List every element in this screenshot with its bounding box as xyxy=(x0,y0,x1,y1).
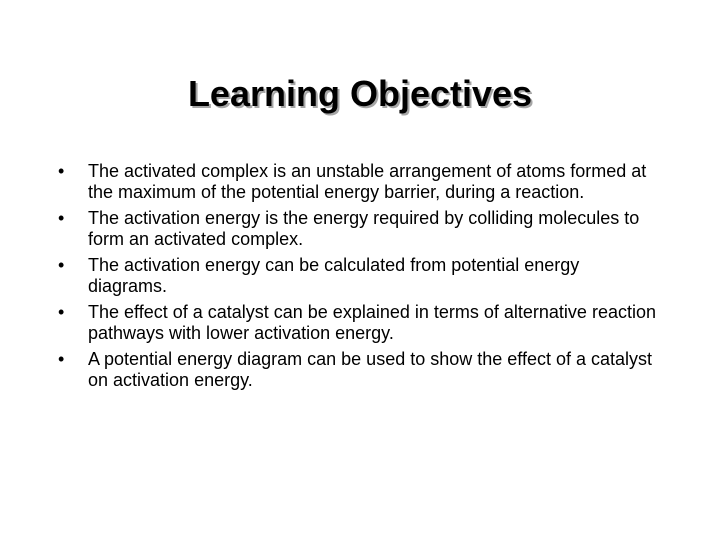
bullet-icon: • xyxy=(58,349,65,369)
bullet-text: The activation energy is the energy required by colliding molecules to form an activated complex. xyxy=(88,208,640,249)
list-item xyxy=(58,302,658,344)
bullet-text: The activated complex is an unstable arrangement of atoms formed at the maximum of the potential energy barrier, during a reaction. xyxy=(88,161,647,202)
list-item xyxy=(58,161,658,203)
bullet-icon: • xyxy=(58,161,65,181)
list-item xyxy=(58,349,658,391)
bullet-text: The effect of a catalyst can be explained in terms of alternative reaction pathways with lower activation energy. xyxy=(88,302,656,343)
bullet-icon: • xyxy=(58,255,65,275)
list-item xyxy=(58,255,658,297)
list-item xyxy=(58,208,658,250)
bullet-icon: • xyxy=(58,208,65,228)
bullet-text: A potential energy diagram can be used to show the effect of a catalyst on activation energy. xyxy=(88,349,653,390)
bullet-icon: • xyxy=(58,302,65,322)
slide-title: Learning Objectives xyxy=(187,73,533,114)
bullet-text: The activation energy can be calculated from potential energy diagrams. xyxy=(88,255,580,296)
objectives-list xyxy=(58,161,658,396)
